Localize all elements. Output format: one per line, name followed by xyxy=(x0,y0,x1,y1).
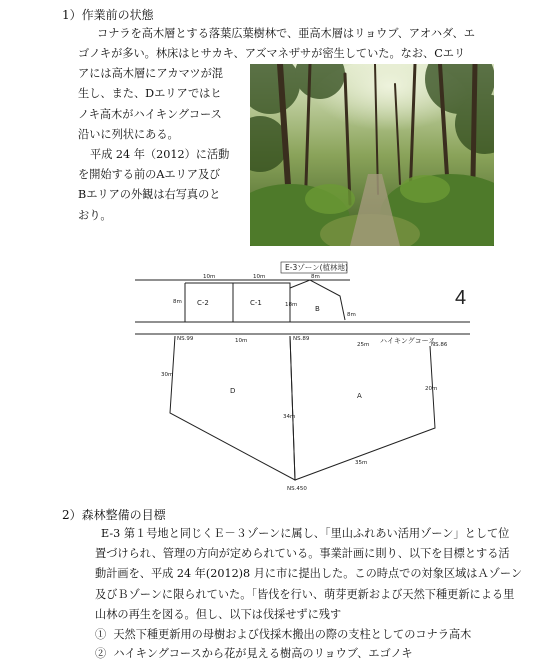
trail-label: ハイキングコース xyxy=(380,337,436,345)
section2-body xyxy=(95,524,522,625)
dim-label: 34m xyxy=(283,414,296,420)
text-line: 置づけられ、管理の方向が定められている。事業計画に則り、以下を目標とする活 xyxy=(95,547,510,561)
list-item xyxy=(95,625,471,644)
list-text: ハイキングコースから花が見える樹高のリョウブ、エゴノキ xyxy=(113,647,413,660)
section1-heading: 1）作業前の状態 xyxy=(62,8,154,22)
text-line: 沿いに列状にある。 xyxy=(78,127,179,141)
text-line: おり。 xyxy=(78,208,112,222)
text-line: 及びＢゾーンに限られていた。「皆伐を行い、萌芽更新および天然下種更新による里 xyxy=(95,587,515,601)
text-line: アには高木層にアカマツが混 xyxy=(78,67,223,81)
forest-photo xyxy=(250,64,494,246)
text-line: E-3 第１号地と同じくＥ－３ゾーンに属し、「里山ふれあい活用ゾーン」として位 xyxy=(101,527,510,540)
marker-ns89: NS.89 xyxy=(293,336,310,342)
map-page-mark: 4 xyxy=(455,287,467,309)
area-map xyxy=(125,258,485,496)
dim-label: 8m xyxy=(173,299,182,305)
text-line: ノキ高木がハイキングコース xyxy=(78,107,222,121)
dim-label: 20m xyxy=(425,386,438,392)
section2-heading: 2）森林整備の目標 xyxy=(62,508,166,522)
dim-label: 8m xyxy=(347,312,356,318)
area-c2-outline xyxy=(185,283,233,322)
area-d-outline xyxy=(170,336,295,480)
text-line: を開始する前のAエリア及び xyxy=(78,168,221,182)
dim-label: 30m xyxy=(161,372,174,378)
text-line: 平成 24 年（2012）に活動 xyxy=(90,148,230,162)
dim-label: 25m xyxy=(357,342,370,348)
area-label-c2: C-2 xyxy=(197,299,209,307)
area-label-b: B xyxy=(315,305,320,313)
dim-label: 10m xyxy=(253,274,266,280)
dim-label: 10m xyxy=(203,274,216,280)
text-line: ゴノキが多い。林床はヒサカキ、アズマネザサが密生していた。なお、Cエリ xyxy=(78,47,466,60)
marker-ns450: NS.450 xyxy=(287,486,307,492)
dim-label: 10m xyxy=(235,338,248,344)
text-line: 山林の再生を図る。但し、以下は伐採せずに残す xyxy=(95,607,342,621)
text-line: 生し、また、Dエリアではヒ xyxy=(78,87,222,101)
dim-label: 18m xyxy=(285,302,298,308)
area-label-c1: C-1 xyxy=(250,299,262,307)
dim-label: 8m xyxy=(311,274,320,280)
map-title: E-3ゾーン(植林地) xyxy=(285,263,348,272)
area-a-outline xyxy=(290,336,438,480)
text-line: Bエリアの外観は右写真のと xyxy=(78,188,221,202)
target-list xyxy=(95,625,471,663)
area-label-d: D xyxy=(230,387,236,395)
area-label-a: A xyxy=(357,392,362,400)
list-text: 天然下種更新用の母樹および伐採木搬出の際の支柱としてのコナラ高木 xyxy=(113,628,472,641)
list-marker: ② xyxy=(95,647,107,660)
text-line: コナラを高木層とする落葉広葉樹林で、亜高木層はリョウブ、アオハダ、エ xyxy=(97,27,475,40)
area-b-outline xyxy=(290,280,345,320)
section1-intro xyxy=(97,24,475,44)
text-line: 動計画を、平成 24 年(2012)8 月に市に提出した。この時点での対象区域はＡゾーン xyxy=(95,567,523,581)
marker-ns99: NS.99 xyxy=(177,336,194,342)
list-marker: ① xyxy=(95,628,107,641)
dim-label: 35m xyxy=(355,460,368,466)
marker-ns86: NS.86 xyxy=(431,342,448,348)
